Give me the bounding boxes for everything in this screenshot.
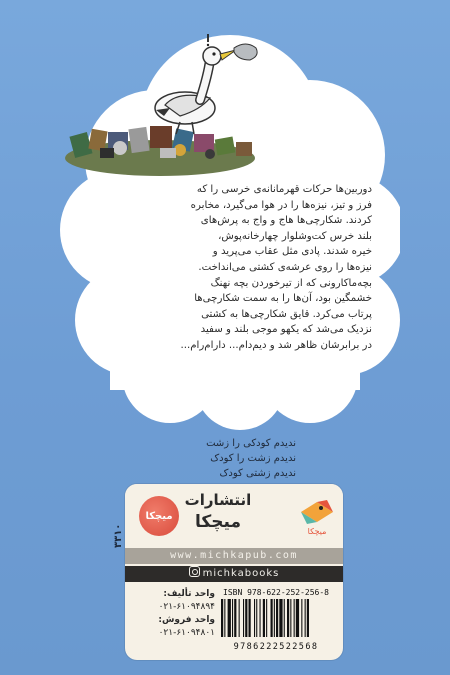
blurb-line: پرتاب می‌کرد. قایق شکارچی‌ها به کشتی (201, 308, 372, 320)
barcode-bar (296, 599, 299, 637)
barcode-bar (294, 599, 295, 637)
barcode-bar (307, 599, 309, 637)
barcode-bar (249, 599, 251, 637)
barcode-bar (263, 599, 265, 637)
instagram-icon (189, 566, 200, 577)
blurb-line: دوربین‌ها حرکات قهرمانانه‌ی خرسی را که (196, 184, 372, 195)
barcode-bar (254, 599, 255, 637)
publisher-logo-icon (297, 492, 337, 536)
barcode-bar (221, 599, 223, 637)
poem (96, 436, 296, 481)
barcode-bar (224, 599, 225, 637)
barcode-bar (245, 599, 247, 637)
blurb-line: خیره شدند. پادی مثل عقاب می‌پرید و (212, 246, 372, 258)
blurb-line: در برابرشان ظاهر شد و دیم‌دام... دارام‌رام... (180, 339, 372, 351)
publisher-name-line1: انتشارات (184, 491, 252, 509)
instagram-handle: michkabooks (202, 568, 280, 579)
speech-cloud (60, 30, 400, 430)
blurb-line: خشمگین بود، آن‌ها را به سمت شکارچی‌ها (194, 293, 372, 305)
price: ۳۳۱۰ (113, 523, 124, 548)
sales-unit-phone: ۰۲۱-۶۱۰۹۴۸۰۱ (158, 628, 215, 638)
barcode-bar (266, 599, 267, 637)
instagram-handle-bar (125, 566, 343, 582)
website-url: www.michkapub.com (125, 548, 343, 564)
barcode-bar (287, 599, 289, 637)
barcode-bar (279, 599, 282, 637)
barcode-bar (284, 599, 285, 637)
trash-pile (65, 126, 255, 176)
barcode-bar (239, 599, 240, 637)
barcode-bar (276, 599, 278, 637)
barcode-bar (234, 599, 236, 637)
book-series-badge: میچکا (139, 496, 179, 536)
poem-line: ندیدم کودکی را زشت (206, 438, 296, 449)
isbn-text: ISBN 978-622-252-256-8 (223, 588, 329, 597)
publisher-brand (125, 484, 343, 544)
publisher-name (143, 489, 293, 533)
blurb-line: نیزه‌ها را روی عرشه‌ی کشتی می‌انداخت. (198, 261, 372, 273)
blurb-line: بچه‌ماکارونی که از تیرخوردن بچه نهنگ (210, 277, 372, 289)
barcode-bar (305, 599, 306, 637)
publisher-label (125, 484, 343, 660)
publisher-name-line2: میچکا (195, 512, 241, 532)
blurb-line: کردند. شکارچی‌ها هاج و واج به پرش‌های (200, 215, 372, 227)
sales-unit-label: واحد فروش: (158, 615, 215, 625)
barcode-bar (301, 599, 302, 637)
ean-text: 9786222522568 (233, 642, 319, 652)
logo-label: میچکا (307, 527, 327, 536)
barcode-bar (274, 599, 275, 637)
contact-phones (133, 588, 215, 640)
blurb-line: فرز و تیز، نیزه‌ها را در هوا می‌گیرد، مخابره (190, 199, 372, 211)
blurb-line: بلند خرس کت‌وشلوار چهارخانه‌پوش، (218, 230, 372, 242)
barcode-bar (271, 599, 273, 637)
author-unit-label: واحد تألیف: (163, 589, 215, 599)
seagull-illustration (60, 30, 270, 180)
barcode-bar (256, 599, 257, 637)
author-unit-phone: ۰۲۱-۶۱۰۹۴۸۹۴ (158, 602, 215, 612)
poem-line: ندیدم زشت را کودک (210, 453, 296, 464)
seagull (155, 44, 257, 134)
barcode-bar (260, 599, 261, 637)
blurb-line: نزدیک می‌شد که یکهو موجی بلند و سفید (200, 324, 372, 336)
poem-line: ندیدم زشتی کودک (219, 468, 296, 479)
barcode-bar (290, 599, 291, 637)
barcode-bar (228, 599, 231, 637)
barcode (217, 588, 335, 654)
barcode-bar (243, 599, 244, 637)
barcode-bars (217, 599, 335, 637)
blurb-text (122, 182, 372, 354)
exclamation-mark (207, 34, 209, 46)
barcode-bar (232, 599, 233, 637)
